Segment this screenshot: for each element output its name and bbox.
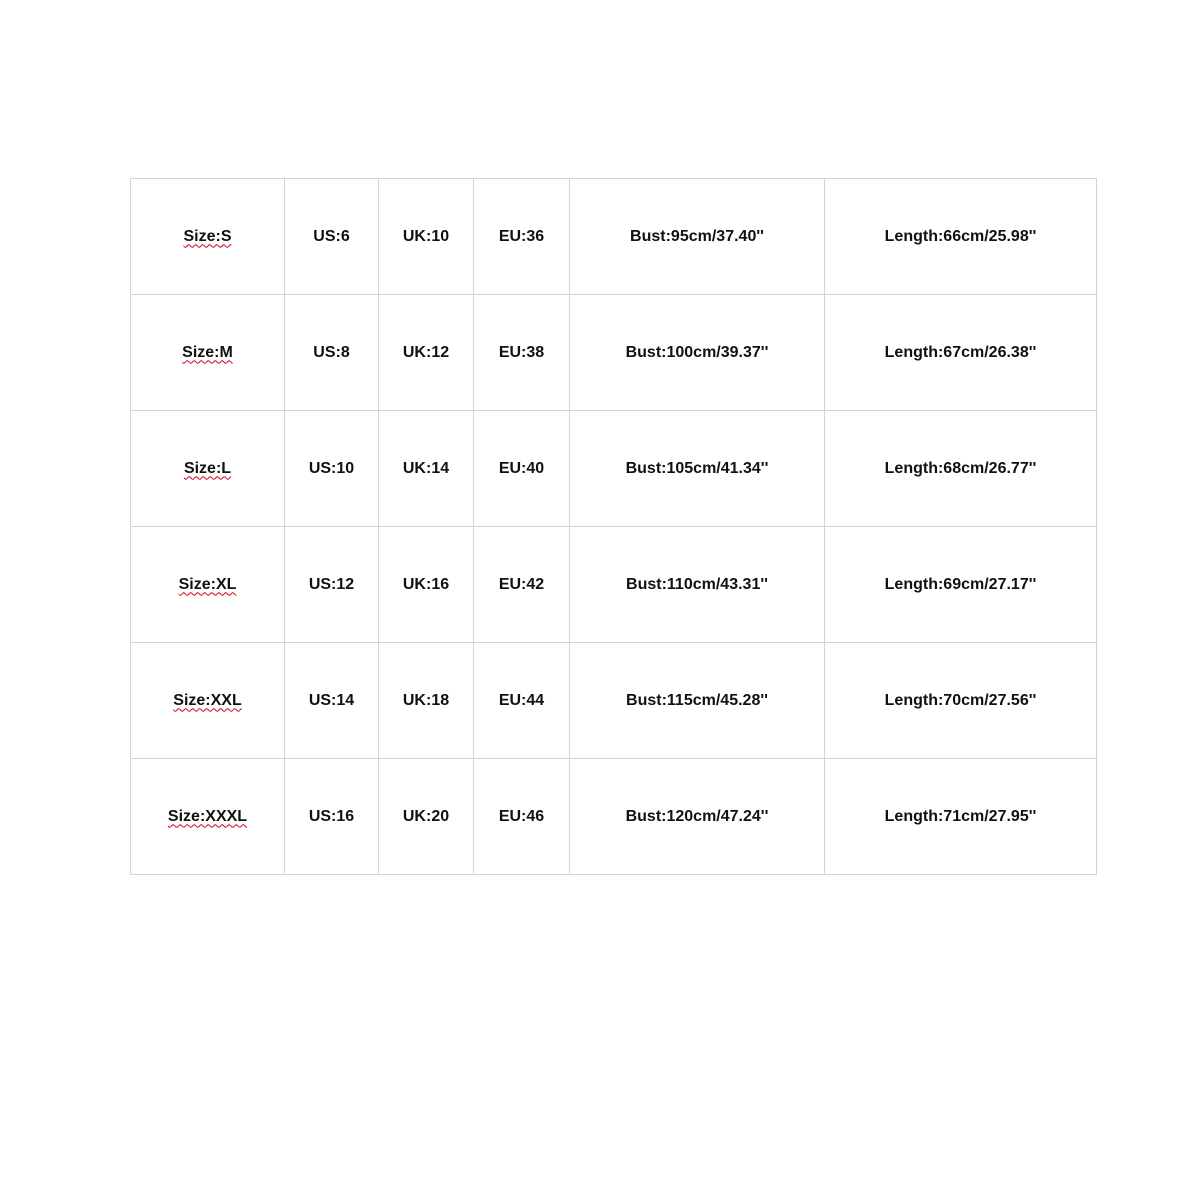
length-cell: Length:67cm/26.38'' (825, 295, 1097, 411)
size-chart-table (130, 178, 1097, 875)
bust-cell: Bust:100cm/39.37'' (570, 295, 825, 411)
table-row-l (131, 411, 1097, 527)
uk-size-cell: UK:10 (379, 179, 474, 295)
table-row-xxl (131, 643, 1097, 759)
size-label: Size:XXXL (167, 807, 248, 825)
uk-size-cell: UK:12 (379, 295, 474, 411)
size-label: Size:L (183, 459, 232, 477)
length-cell: Length:68cm/26.77'' (825, 411, 1097, 527)
eu-size-cell: EU:38 (474, 295, 570, 411)
bust-cell: Bust:95cm/37.40'' (570, 179, 825, 295)
eu-size-cell: EU:46 (474, 759, 570, 875)
size-label: Size:XXL (173, 691, 242, 709)
uk-size-cell: UK:16 (379, 527, 474, 643)
eu-size-cell: EU:36 (474, 179, 570, 295)
bust-cell: Bust:115cm/45.28'' (570, 643, 825, 759)
table-row-xl (131, 527, 1097, 643)
size-cell (131, 411, 285, 527)
uk-size-cell: UK:18 (379, 643, 474, 759)
size-cell (131, 179, 285, 295)
length-cell: Length:71cm/27.95'' (825, 759, 1097, 875)
bust-cell: Bust:105cm/41.34'' (570, 411, 825, 527)
table-row-m (131, 295, 1097, 411)
size-label: Size:M (182, 343, 233, 361)
table-row-s (131, 179, 1097, 295)
us-size-cell: US:14 (285, 643, 379, 759)
us-size-cell: US:10 (285, 411, 379, 527)
uk-size-cell: UK:14 (379, 411, 474, 527)
size-label: Size:XL (178, 575, 237, 593)
size-cell (131, 527, 285, 643)
size-cell (131, 643, 285, 759)
table-row-xxxl (131, 759, 1097, 875)
us-size-cell: US:6 (285, 179, 379, 295)
us-size-cell: US:12 (285, 527, 379, 643)
eu-size-cell: EU:44 (474, 643, 570, 759)
eu-size-cell: EU:40 (474, 411, 570, 527)
bust-cell: Bust:110cm/43.31'' (570, 527, 825, 643)
size-cell (131, 759, 285, 875)
uk-size-cell: UK:20 (379, 759, 474, 875)
bust-cell: Bust:120cm/47.24'' (570, 759, 825, 875)
us-size-cell: US:8 (285, 295, 379, 411)
size-cell (131, 295, 285, 411)
length-cell: Length:69cm/27.17'' (825, 527, 1097, 643)
size-label: Size:S (183, 227, 232, 245)
eu-size-cell: EU:42 (474, 527, 570, 643)
us-size-cell: US:16 (285, 759, 379, 875)
length-cell: Length:66cm/25.98'' (825, 179, 1097, 295)
length-cell: Length:70cm/27.56'' (825, 643, 1097, 759)
